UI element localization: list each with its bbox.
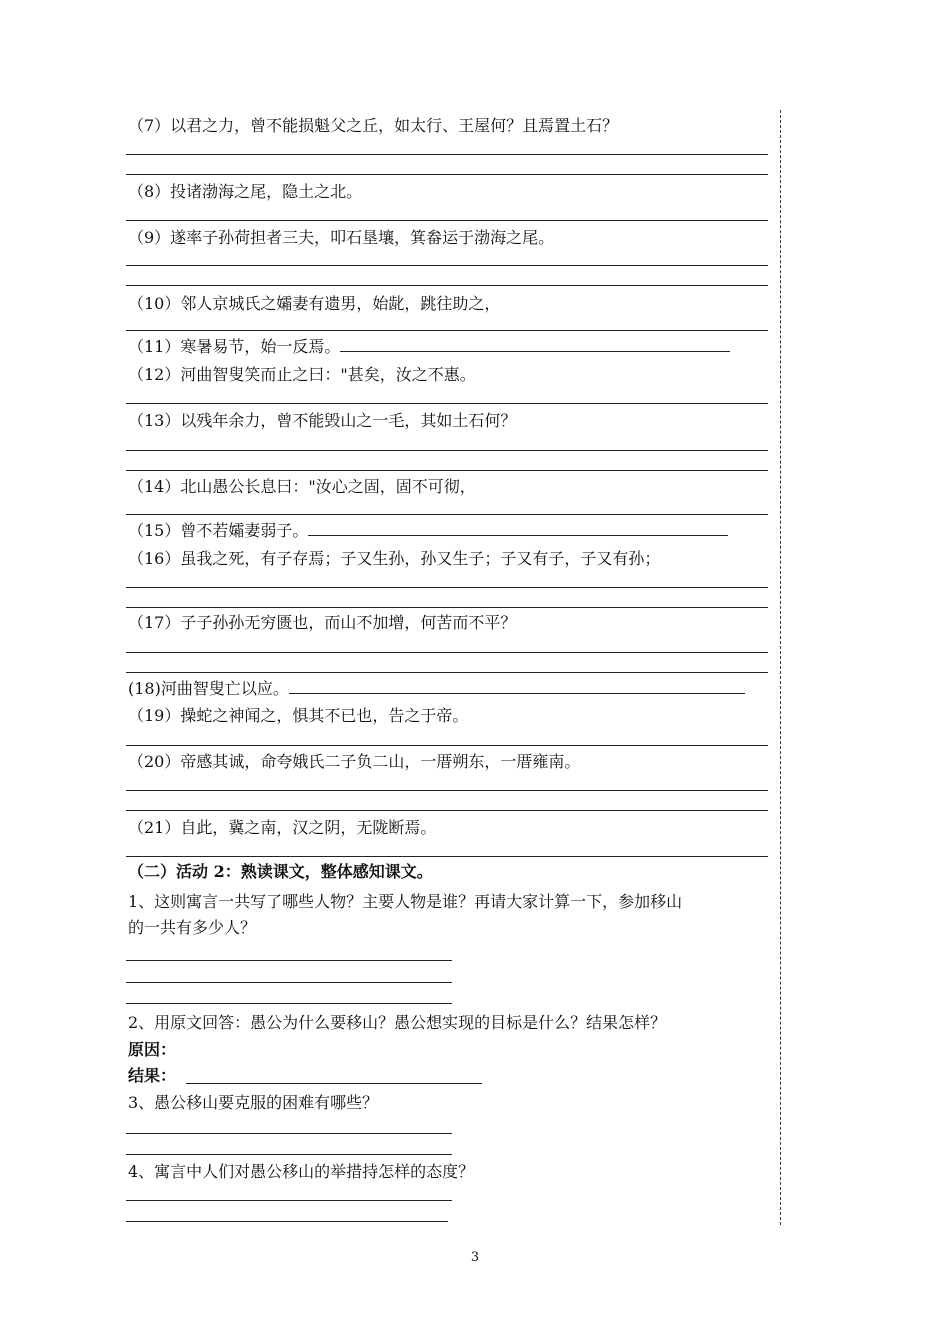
item-20: （20）帝感其诚，命夸娥氏二子负二山，一厝朔东，一厝雍南。	[128, 752, 581, 771]
answer-line[interactable]	[126, 1133, 452, 1134]
question-1-line-2: 的一共有多少人？	[128, 918, 257, 937]
answer-blank[interactable]	[308, 533, 728, 536]
item-13: （13）以残年余力，曾不能毁山之一毛，其如土石何？	[128, 411, 517, 430]
answer-line[interactable]	[126, 745, 768, 746]
item-17: （17）子子孙孙无穷匮也，而山不加增，何苦而不平？	[128, 613, 517, 632]
answer-line[interactable]	[126, 810, 768, 811]
item-9: （9）遂率子孙荷担者三夫，叩石垦壤，箕畚运于渤海之尾。	[128, 228, 555, 247]
answer-line[interactable]	[126, 154, 768, 155]
binding-dashed-line	[780, 110, 781, 1225]
item-14: （14）北山愚公长息曰："汝心之固，固不可彻，	[128, 477, 476, 496]
item-11-text: （11）寒暑易节，始一反焉。	[128, 337, 341, 356]
item-18	[128, 679, 745, 699]
answer-line[interactable]	[126, 652, 768, 653]
answer-line[interactable]	[126, 514, 768, 515]
item-15	[128, 521, 728, 541]
item-21: （21）自此，冀之南，汉之阴，无陇断焉。	[128, 818, 437, 837]
item-7: （7）以君之力，曾不能损魁父之丘，如太行、王屋何？且焉置土石？	[128, 116, 619, 135]
answer-line[interactable]	[126, 982, 452, 983]
answer-line[interactable]	[126, 1154, 452, 1155]
answer-line[interactable]	[126, 220, 768, 221]
answer-line[interactable]	[126, 403, 768, 404]
question-1-line-1: 1、这则寓言一共写了哪些人物？主要人物是谁？再请大家计算一下，参加移山	[128, 892, 683, 911]
answer-label-result: 结果：	[128, 1066, 177, 1085]
answer-line[interactable]	[126, 856, 768, 857]
answer-line[interactable]	[126, 265, 768, 266]
answer-line[interactable]	[126, 470, 768, 471]
answer-label-reason: 原因：	[128, 1040, 177, 1059]
answer-line[interactable]	[126, 672, 768, 673]
question-3: 3、愚公移山要克服的困难有哪些？	[128, 1093, 379, 1112]
answer-line[interactable]	[126, 174, 768, 175]
answer-line[interactable]	[126, 1221, 448, 1222]
answer-line[interactable]	[126, 330, 768, 331]
item-8: （8）投诸渤海之尾，隐土之北。	[128, 182, 363, 201]
item-10: （10）邻人京城氏之孀妻有遗男，始龀，跳往助之，	[128, 294, 501, 313]
item-11	[128, 337, 730, 357]
question-2: 2、用原文回答：愚公为什么要移山？愚公想实现的目标是什么？结果怎样？	[128, 1013, 667, 1032]
answer-line[interactable]	[126, 1003, 452, 1004]
item-15-text: （15）曾不若孀妻弱子。	[128, 521, 309, 540]
answer-blank[interactable]	[289, 691, 745, 694]
answer-line[interactable]	[126, 285, 768, 286]
answer-line[interactable]	[126, 790, 768, 791]
answer-blank[interactable]	[340, 349, 730, 352]
answer-line[interactable]	[126, 960, 452, 961]
answer-line[interactable]	[126, 607, 768, 608]
answer-line[interactable]	[186, 1083, 482, 1084]
item-16: （16）虽我之死，有子存焉；子又生孙，孙又生子；子又有子，子又有孙；	[128, 549, 661, 568]
answer-line[interactable]	[126, 450, 768, 451]
answer-line[interactable]	[126, 1200, 452, 1201]
section-title: （二）活动 2：熟读课文，整体感知课文。	[128, 862, 433, 881]
question-4: 4、寓言中人们对愚公移山的举措持怎样的态度？	[128, 1162, 475, 1181]
page-number: 3	[470, 1250, 480, 1265]
item-19: （19）操蛇之神闻之，惧其不已也，告之于帝。	[128, 706, 469, 725]
item-12: （12）河曲智叟笑而止之曰："甚矣，汝之不惠。	[128, 365, 476, 384]
item-18-text: (18)河曲智叟亡以应。	[128, 679, 289, 698]
answer-line[interactable]	[126, 587, 768, 588]
